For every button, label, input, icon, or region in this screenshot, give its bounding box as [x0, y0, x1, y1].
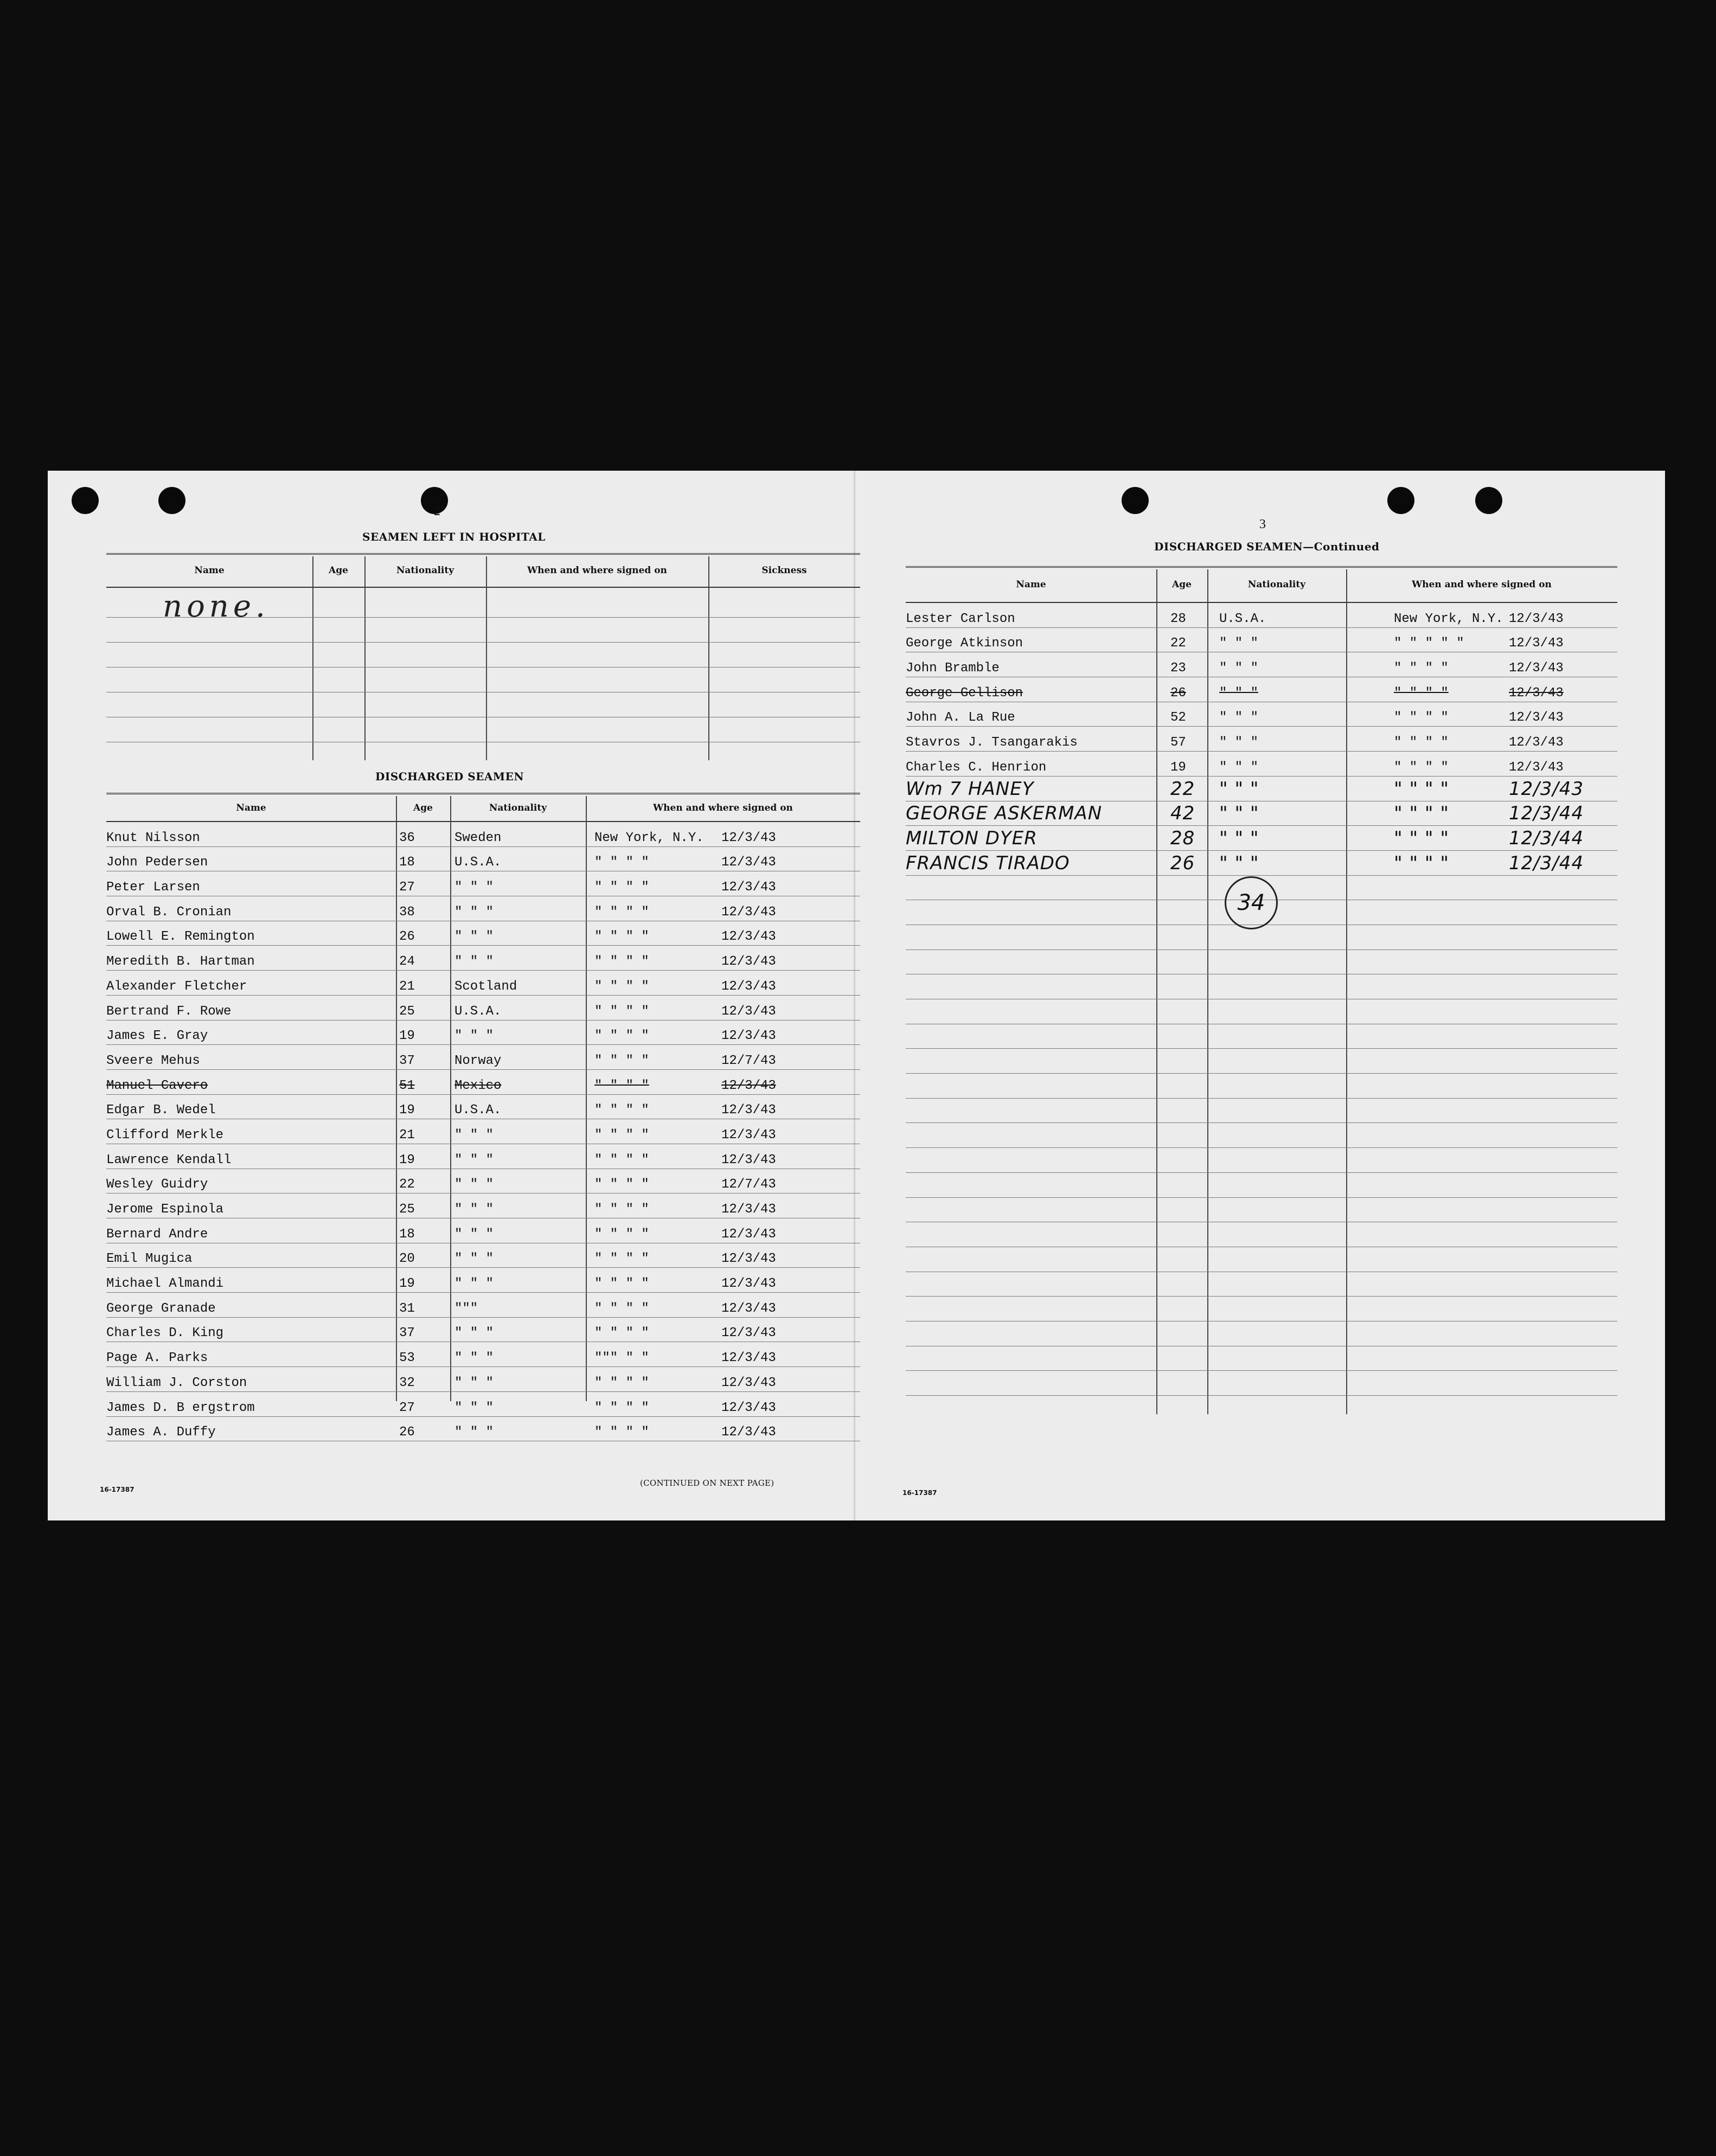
binder-hole: [1122, 487, 1149, 514]
binder-hole: [72, 487, 99, 514]
seaman-age: 57: [1170, 735, 1186, 750]
table-row: [906, 677, 1617, 702]
seaman-nationality: " " ": [454, 1202, 494, 1217]
signed-on-date: 12/3/43: [1509, 735, 1564, 750]
table-row: [906, 752, 1617, 777]
seaman-age: 28: [1170, 827, 1195, 849]
seaman-name: Wm 7 HANEY: [906, 778, 1034, 800]
page-number: 2: [434, 504, 440, 518]
table-row: [106, 1119, 860, 1144]
seaman-name: George Granade: [106, 1301, 216, 1316]
signed-on-place: """ " ": [594, 1351, 649, 1366]
signed-on-place: " " " ": [1394, 735, 1449, 750]
table-row: [106, 1021, 860, 1045]
table-row: [106, 946, 860, 971]
signed-on-date: 12/3/43: [721, 855, 776, 870]
signed-on-place: " " " ": [594, 904, 649, 920]
signed-on-place: " " " ": [594, 1425, 649, 1440]
seaman-name: Wesley Guidry: [106, 1177, 208, 1192]
signed-on-date: 12/3/43: [721, 979, 776, 994]
column-header: Nationality: [489, 803, 547, 813]
seaman-nationality: " " ": [1219, 636, 1259, 651]
table-row: [906, 950, 1617, 975]
signed-on-date: 12/3/44: [1509, 803, 1584, 825]
column-header: When and where signed on: [527, 565, 667, 576]
seaman-name: James D. B ergstrom: [106, 1400, 255, 1415]
table-row: [906, 974, 1617, 999]
table-row: [906, 999, 1617, 1024]
hospital-table-header: [106, 556, 860, 588]
discharged-continued-title: DISCHARGED SEAMEN—Continued: [1154, 540, 1380, 553]
signed-on-date: 12/3/43: [721, 1227, 776, 1242]
signed-on-place: " " " ": [594, 880, 649, 895]
column-header: Sickness: [761, 565, 807, 576]
seaman-nationality: " " ": [454, 954, 494, 970]
seaman-age: 19: [399, 1152, 415, 1167]
page-number: 3: [1259, 517, 1266, 531]
signed-on-place: " " " ": [1394, 661, 1449, 676]
seaman-age: 19: [399, 1276, 415, 1292]
seaman-nationality: " " ": [454, 929, 494, 945]
signed-on-date: 12/3/43: [721, 1276, 776, 1292]
signed-on-place: " " " ": [1394, 760, 1449, 775]
seaman-nationality: " " ": [1219, 685, 1259, 701]
seaman-nationality: Norway: [454, 1053, 502, 1068]
table-row: [106, 896, 860, 921]
seaman-name: Peter Larsen: [106, 880, 200, 895]
signed-on-date: 12/3/43: [721, 904, 776, 920]
column-header: Age: [1172, 579, 1192, 590]
seaman-nationality: " " ": [454, 1276, 494, 1292]
table-row: [906, 1173, 1617, 1198]
signed-on-place: New York, N.Y.: [1394, 611, 1503, 626]
table-row: [906, 1123, 1617, 1148]
seaman-age: 22: [1170, 636, 1186, 651]
table-row: [106, 1268, 860, 1293]
table-row: [906, 1024, 1617, 1049]
document-sheet: [48, 471, 1665, 1520]
seaman-name: John Pedersen: [106, 855, 208, 870]
seaman-name: Stavros J. Tsangarakis: [906, 735, 1078, 750]
table-row: [906, 1321, 1617, 1346]
signed-on-place: " " " ": [594, 1227, 649, 1242]
table-row: [106, 1144, 860, 1169]
column-header: Age: [413, 803, 433, 813]
seaman-name: John A. La Rue: [906, 710, 1015, 726]
seaman-age: 31: [399, 1301, 415, 1316]
table-row: [906, 1099, 1617, 1124]
signed-on-date: 12/3/43: [721, 1029, 776, 1044]
signed-on-date: 12/3/43: [721, 1400, 776, 1415]
table-row: [906, 925, 1617, 950]
table-row: [906, 777, 1617, 801]
seaman-nationality: " " ": [454, 1351, 494, 1366]
seaman-nationality: " " ": [1219, 735, 1259, 750]
signed-on-date: 12/3/44: [1509, 827, 1584, 849]
table-row: [906, 1049, 1617, 1074]
seaman-age: 26: [1170, 685, 1186, 701]
seaman-age: 27: [399, 880, 415, 895]
signed-on-place: " " " ": [594, 1053, 649, 1068]
binder-hole: [1387, 487, 1414, 514]
seaman-nationality: Sweden: [454, 830, 502, 845]
seaman-nationality: " " ": [454, 1177, 494, 1192]
seaman-name: Orval B. Cronian: [106, 904, 232, 920]
seaman-age: 26: [1170, 852, 1195, 874]
signed-on-place: " " " ": [594, 979, 649, 994]
continued-note: (CONTINUED ON NEXT PAGE): [640, 1478, 774, 1488]
signed-on-date: 12/3/43: [721, 1301, 776, 1316]
seaman-nationality: " " ": [1219, 760, 1259, 775]
seaman-name: Lowell E. Remington: [106, 929, 255, 945]
seaman-name: Bertrand F. Rowe: [106, 1004, 232, 1019]
table-row: [906, 1148, 1617, 1173]
signed-on-place: New York, N.Y.: [594, 830, 704, 845]
column-header: Nationality: [1247, 579, 1306, 590]
seaman-name: William J. Corston: [106, 1375, 247, 1390]
seaman-nationality: " " ": [454, 1375, 494, 1390]
seaman-nationality: " " ": [454, 1400, 494, 1415]
table-row: [106, 1367, 860, 1392]
signed-on-date: 12/3/43: [721, 1351, 776, 1366]
signed-on-date: 12/3/43: [721, 1326, 776, 1341]
column-header: Age: [329, 565, 348, 576]
seaman-name: George Atkinson: [906, 636, 1023, 651]
continued-table-header: [906, 569, 1617, 603]
seaman-name: Meredith B. Hartman: [106, 954, 255, 970]
signed-on-place: " " " ": [594, 1078, 649, 1093]
table-row: [106, 1293, 860, 1318]
seaman-age: 37: [399, 1053, 415, 1068]
table-row: [906, 826, 1617, 851]
table-row: [106, 1095, 860, 1120]
seaman-age: 28: [1170, 611, 1186, 626]
seaman-name: Knut Nilsson: [106, 830, 200, 845]
binder-hole: [1475, 487, 1502, 514]
seaman-name: John Bramble: [906, 661, 1000, 676]
table-row: [106, 1417, 860, 1442]
table-row: [906, 851, 1617, 876]
signed-on-place: " " " ": [594, 855, 649, 870]
column-header: Nationality: [396, 565, 454, 576]
table-row: [906, 1198, 1617, 1223]
seaman-name: James E. Gray: [106, 1029, 208, 1044]
table-row: [106, 871, 860, 896]
seaman-age: 36: [399, 830, 415, 845]
signed-on-date: 12/3/43: [721, 1152, 776, 1167]
seaman-name: Sveere Mehus: [106, 1053, 200, 1068]
seaman-age: 21: [399, 1127, 415, 1143]
seaman-name: James A. Duffy: [106, 1425, 216, 1440]
seaman-nationality: " " ": [454, 1029, 494, 1044]
seaman-nationality: " " ": [454, 1152, 494, 1167]
hospital-section-title: SEAMEN LEFT IN HOSPITAL: [362, 530, 546, 543]
table-row: [906, 603, 1617, 628]
signed-on-date: 12/7/43: [721, 1177, 776, 1192]
discharged-rows: [106, 822, 860, 1441]
signed-on-date: 12/3/43: [721, 929, 776, 945]
column-header: Name: [1016, 579, 1046, 590]
seaman-age: 20: [399, 1252, 415, 1267]
seaman-nationality: " " ": [1219, 852, 1259, 874]
signed-on-date: 12/3/43: [1509, 685, 1564, 701]
seaman-age: 52: [1170, 710, 1186, 726]
seaman-age: 21: [399, 979, 415, 994]
signed-on-place: " " " ": [594, 1301, 649, 1316]
seaman-age: 22: [399, 1177, 415, 1192]
seaman-name: Clifford Merkle: [106, 1127, 224, 1143]
seaman-nationality: U.S.A.: [454, 1004, 502, 1019]
seaman-name: Page A. Parks: [106, 1351, 208, 1366]
signed-on-place: " " " ": [1394, 778, 1449, 800]
table-row: [906, 1371, 1617, 1396]
seaman-nationality: U.S.A.: [1219, 611, 1266, 626]
seaman-nationality: " " ": [454, 1425, 494, 1440]
seaman-nationality: """: [454, 1301, 478, 1316]
signed-on-date: 12/3/43: [721, 1004, 776, 1019]
signed-on-place: " " " ": [1394, 803, 1449, 825]
signed-on-place: " " " ": [1394, 827, 1449, 849]
seaman-nationality: Scotland: [454, 979, 517, 994]
seaman-name: GEORGE ASKERMAN: [906, 803, 1103, 825]
signed-on-date: 12/3/43: [721, 1078, 776, 1093]
signed-on-place: " " " ": [594, 1152, 649, 1167]
table-row: [106, 996, 860, 1021]
table-row: [106, 1169, 860, 1194]
seaman-name: George Gellison: [906, 685, 1023, 701]
table-row: [906, 1222, 1617, 1247]
signed-on-place: " " " ": [594, 1375, 649, 1390]
table-row: [106, 1243, 860, 1268]
seaman-age: 25: [399, 1004, 415, 1019]
seaman-age: 24: [399, 954, 415, 970]
seaman-age: 26: [399, 929, 415, 945]
signed-on-date: 12/3/43: [721, 1252, 776, 1267]
continued-rows: [906, 603, 1617, 1396]
discharged-section-title: DISCHARGED SEAMEN: [375, 770, 524, 783]
signed-on-place: " " " ": [594, 1029, 649, 1044]
signed-on-place: " " " ": [594, 1004, 649, 1019]
signed-on-date: 12/3/43: [721, 1127, 776, 1143]
table-row: [106, 1318, 860, 1343]
seaman-age: 19: [399, 1029, 415, 1044]
seaman-age: 38: [399, 904, 415, 920]
seaman-nationality: " " ": [454, 904, 494, 920]
table-row: [106, 1194, 860, 1218]
column-header: Name: [194, 565, 225, 576]
seaman-age: 32: [399, 1375, 415, 1390]
table-row: [906, 1297, 1617, 1321]
signed-on-place: " " " ": [1394, 710, 1449, 726]
signed-on-place: " " " ": [1394, 852, 1449, 874]
form-number: 16-17387: [100, 1486, 135, 1493]
table-row: [906, 702, 1617, 727]
seaman-name: Emil Mugica: [106, 1252, 193, 1267]
seaman-age: 18: [399, 1227, 415, 1242]
hospital-none-entry: none.: [163, 589, 270, 624]
seaman-age: 51: [399, 1078, 415, 1093]
seaman-nationality: " " ": [1219, 778, 1259, 800]
signed-on-place: " " " ": [1394, 685, 1449, 701]
signed-on-date: 12/3/43: [1509, 710, 1564, 726]
table-row: [106, 847, 860, 872]
table-row: [106, 1392, 860, 1417]
column-header: When and where signed on: [1412, 579, 1552, 590]
seaman-age: 23: [1170, 661, 1186, 676]
signed-on-date: 12/3/43: [721, 1202, 776, 1217]
table-row: [906, 1346, 1617, 1371]
discharged-table-header: [106, 796, 860, 822]
signed-on-date: 12/3/43: [721, 880, 776, 895]
seaman-age: 37: [399, 1326, 415, 1341]
column-header: Name: [236, 803, 266, 813]
signed-on-place: " " " ": [594, 1400, 649, 1415]
signed-on-date: 12/3/43: [1509, 778, 1584, 800]
seaman-name: Bernard Andre: [106, 1227, 208, 1242]
signed-on-date: 12/3/43: [1509, 661, 1564, 676]
seaman-name: Lester Carlson: [906, 611, 1015, 626]
table-row: [906, 1074, 1617, 1099]
seaman-name: FRANCIS TIRADO: [906, 852, 1070, 874]
seaman-nationality: " " ": [454, 1252, 494, 1267]
seaman-name: Charles D. King: [106, 1326, 224, 1341]
seaman-age: 22: [1170, 778, 1195, 800]
table-row: [906, 801, 1617, 826]
signed-on-place: " " " ": [594, 929, 649, 945]
tally-circle: 34: [1225, 876, 1278, 929]
table-row: [106, 822, 860, 847]
seaman-nationality: " " ": [454, 880, 494, 895]
signed-on-place: " " " " ": [1394, 636, 1464, 651]
table-row: [106, 1342, 860, 1367]
form-number: 16-17387: [902, 1489, 937, 1497]
signed-on-date: 12/3/44: [1509, 852, 1584, 874]
seaman-nationality: " " ": [1219, 661, 1259, 676]
signed-on-place: " " " ": [594, 1177, 649, 1192]
signed-on-date: 12/3/43: [721, 1103, 776, 1118]
seaman-age: 42: [1170, 803, 1195, 825]
table-row: [106, 1218, 860, 1243]
table-row: [106, 971, 860, 996]
table-row: [906, 652, 1617, 677]
seaman-nationality: " " ": [1219, 710, 1259, 726]
table-row: [906, 1272, 1617, 1297]
signed-on-place: " " " ": [594, 1127, 649, 1143]
signed-on-date: 12/3/43: [1509, 760, 1564, 775]
seaman-nationality: " " ": [454, 1227, 494, 1242]
seaman-name: Jerome Espinola: [106, 1202, 224, 1217]
seaman-name: Lawrence Kendall: [106, 1152, 232, 1167]
table-row: [906, 628, 1617, 653]
seaman-age: 53: [399, 1351, 415, 1366]
seaman-nationality: " " ": [454, 1127, 494, 1143]
table-row: [106, 1070, 860, 1095]
seaman-name: MILTON DYER: [906, 827, 1038, 849]
seaman-nationality: " " ": [454, 1326, 494, 1341]
table-row: [106, 1045, 860, 1070]
seaman-nationality: U.S.A.: [454, 1103, 502, 1118]
signed-on-place: " " " ": [594, 1103, 649, 1118]
table-row: [906, 1247, 1617, 1272]
seaman-name: Charles C. Henrion: [906, 760, 1047, 775]
seaman-age: 18: [399, 855, 415, 870]
signed-on-date: 12/3/43: [721, 1375, 776, 1390]
signed-on-place: " " " ": [594, 954, 649, 970]
signed-on-date: 12/7/43: [721, 1053, 776, 1068]
table-row: [106, 921, 860, 946]
seaman-name: Edgar B. Wedel: [106, 1103, 216, 1118]
column-header: When and where signed on: [653, 803, 793, 813]
signed-on-date: 12/3/43: [1509, 636, 1564, 651]
signed-on-place: " " " ": [594, 1252, 649, 1267]
signed-on-date: 12/3/43: [721, 830, 776, 845]
seaman-age: 25: [399, 1202, 415, 1217]
table-row: [906, 727, 1617, 752]
seaman-age: 19: [1170, 760, 1186, 775]
seaman-nationality: " " ": [1219, 827, 1259, 849]
signed-on-date: 12/3/43: [721, 1425, 776, 1440]
seaman-nationality: Mexico: [454, 1078, 502, 1093]
seaman-age: 26: [399, 1425, 415, 1440]
signed-on-date: 12/3/43: [1509, 611, 1564, 626]
signed-on-date: 12/3/43: [721, 954, 776, 970]
binder-hole: [158, 487, 185, 514]
seaman-age: 19: [399, 1103, 415, 1118]
seaman-nationality: " " ": [1219, 803, 1259, 825]
seaman-name: Michael Almandi: [106, 1276, 224, 1292]
seaman-name: Alexander Fletcher: [106, 979, 247, 994]
seaman-name: Manuel Cavero: [106, 1078, 208, 1093]
signed-on-place: " " " ": [594, 1326, 649, 1341]
signed-on-place: " " " ": [594, 1276, 649, 1292]
seaman-nationality: U.S.A.: [454, 855, 502, 870]
seaman-age: 27: [399, 1400, 415, 1415]
signed-on-place: " " " ": [594, 1202, 649, 1217]
